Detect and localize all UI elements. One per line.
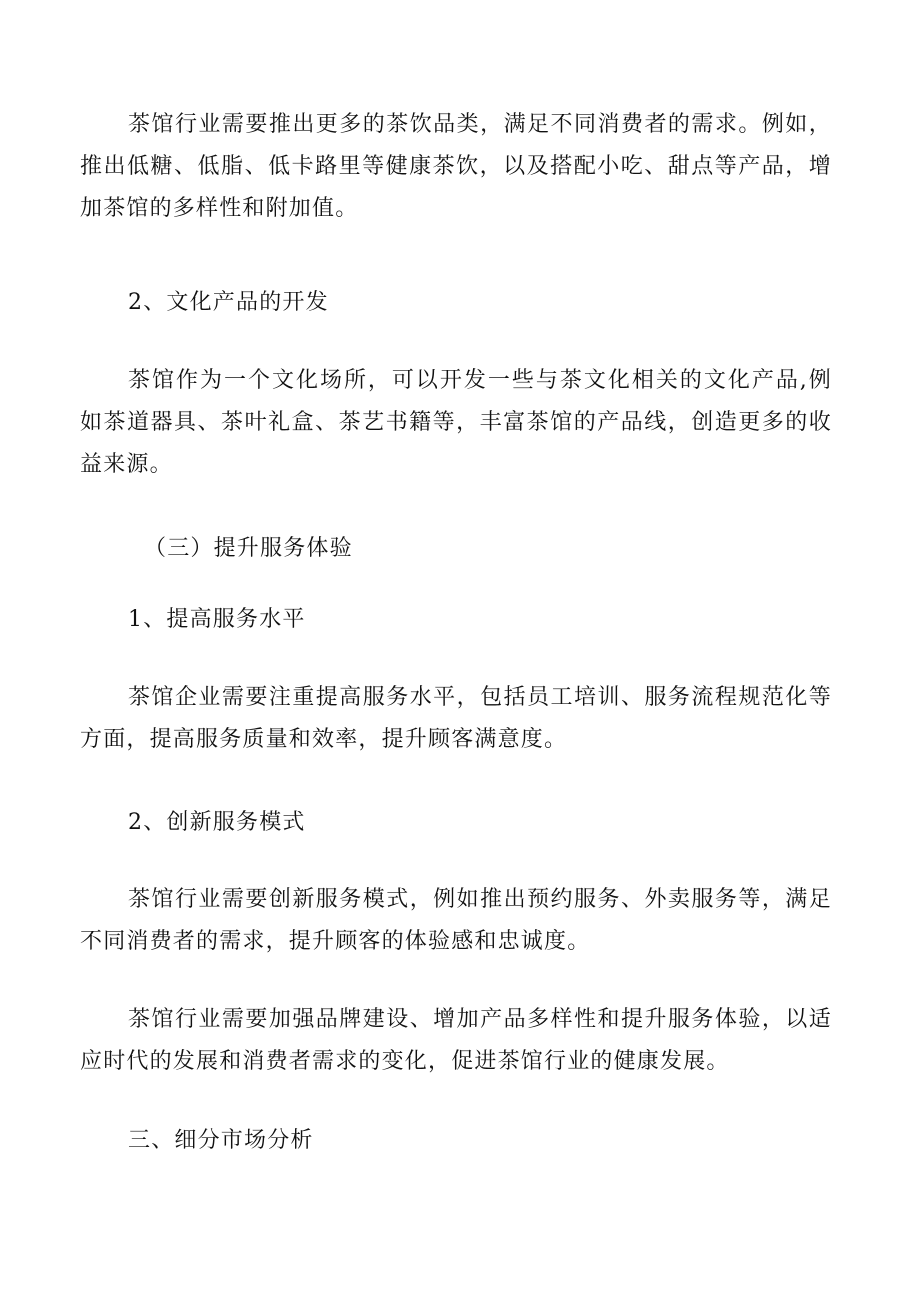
paragraph-cultural-products: 茶馆作为一个文化场所，可以开发一些与茶文化相关的文化产品,例如茶道器具、茶叶礼盒、茶艺书籍等，丰富茶馆的产品线，创造更多的收益来源。 — [80, 368, 832, 477]
heading-cultural-product-development: 2、文化产品的开发 — [128, 290, 329, 315]
heading-innovate-service-model: 2、创新服务模式 — [128, 810, 306, 835]
paragraph-service-model: 茶馆行业需要创新服务模式，例如推出预约服务、外卖服务等，满足不同消费者的需求，提升顾客的体验感和忠诚度。 — [80, 887, 832, 954]
heading-improve-service-experience: （三）提升服务体验 — [144, 536, 353, 561]
paragraph-service-level: 茶馆企业需要注重提高服务水平，包括员工培训、服务流程规范化等方面，提高服务质量和效率，提升顾客满意度。 — [80, 685, 832, 752]
paragraph-tea-beverage-variety: 茶馆行业需要推出更多的茶饮品类，满足不同消费者的需求。例如，推出低糖、低脂、低卡路里等健康茶饮，以及搭配小吃、甜点等产品，增加茶馆的多样性和附加值。 — [80, 112, 832, 221]
paragraph-industry-summary: 茶馆行业需要加强品牌建设、增加产品多样性和提升服务体验，以适应时代的发展和消费者需求的变化，促进茶馆行业的健康发展。 — [80, 1007, 832, 1074]
heading-market-segmentation: 三、细分市场分析 — [128, 1128, 314, 1153]
heading-improve-service-level: 1、提高服务水平 — [128, 607, 306, 632]
